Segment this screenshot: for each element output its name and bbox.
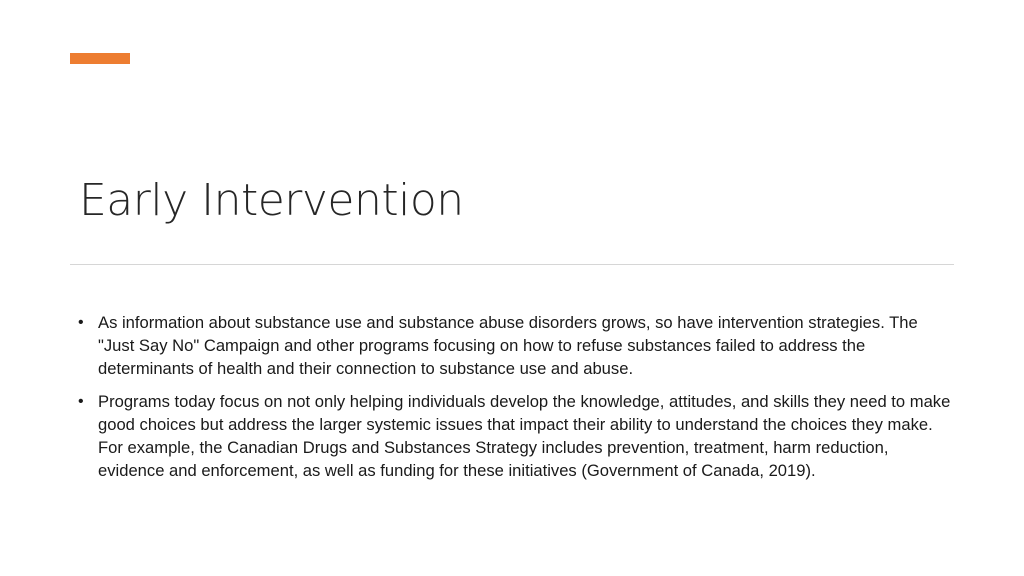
bullet-icon: • [78,314,84,331]
title-divider [70,264,954,265]
bullet-item-1 [78,312,958,380]
bullet-list [78,312,958,494]
slide-title: Early Intervention [79,175,464,226]
bullet-text: As information about substance use and substance abuse disorders grows, so have intervention strategies. The "Just Say No" Campaign and other programs focusing on how to refuse substances failed to address the determinants of health and their connection to substance use and abuse. [98,313,918,378]
bullet-item-2 [78,391,958,482]
accent-bar [70,53,130,64]
bullet-icon: • [78,393,84,411]
bullet-text: Programs today focus on not only helping individuals develop the knowledge, attitudes, and skills they need to make good choices but address the larger systemic issues that impact their ability to understand the choices they make. For example, the Canadian Drugs and Substances Strategy includes prevention, treatment, harm reduction, evidence and enforcement, as well as funding for these initiatives (Government of Canada, 2019). [98,392,951,480]
